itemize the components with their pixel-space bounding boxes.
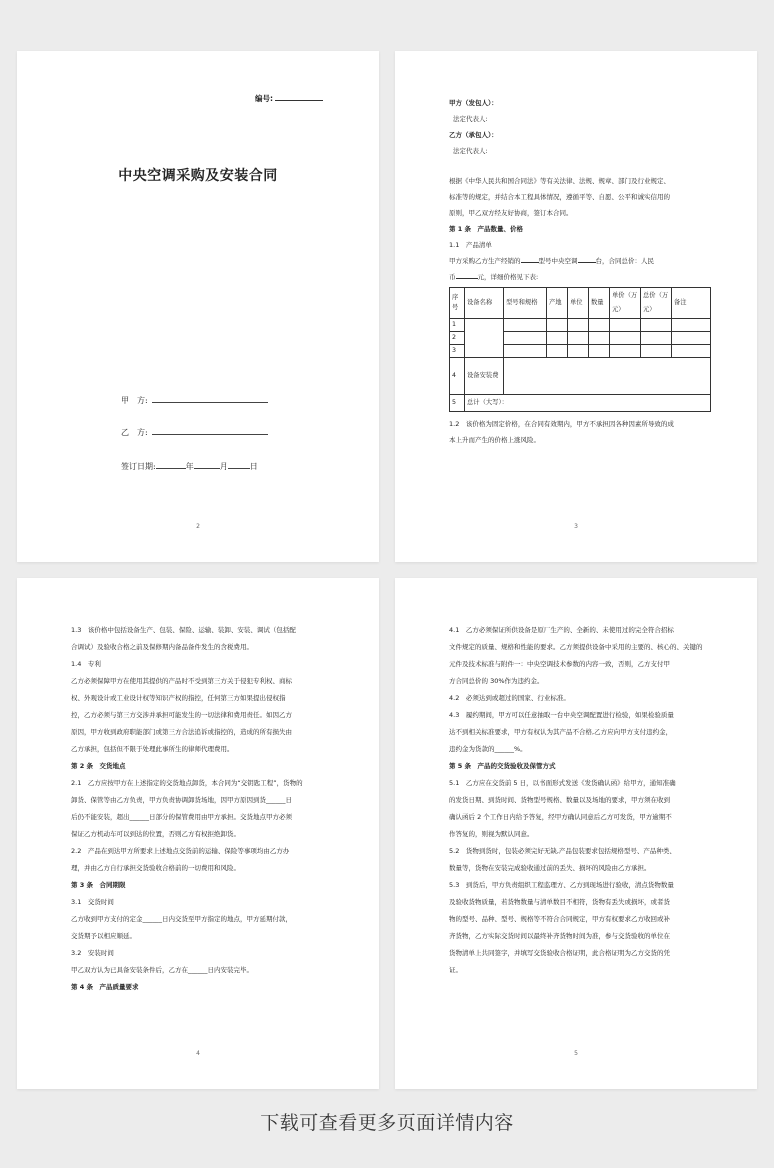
body-line: 权、外观设计或工业设计权等知识产权的指控，任何第三方如果提出侵权指 bbox=[71, 694, 286, 702]
party-b-blank bbox=[152, 427, 268, 435]
product-list-line bbox=[449, 253, 711, 269]
table-header: 单位 bbox=[568, 288, 589, 319]
day-label: 日 bbox=[249, 462, 258, 471]
body-line: 的发货日期、到货时间、货物型号规格、数量以及场地的要求，甲方须在收到 bbox=[449, 796, 670, 804]
section-1-2: 1.2 该价格为固定价格，在合同有效期内，甲方不承担因各种因素所导致的成 bbox=[449, 420, 674, 428]
body-line: 齐货物，乙方实际交货时间以最终补齐货物时间为准，参与交货验收的单位在 bbox=[449, 932, 670, 940]
body-line: 控，乙方必须与第三方交涉并承担可能发生的一切法律和费用责任。如因乙方 bbox=[71, 711, 292, 719]
blank bbox=[521, 256, 539, 263]
body-line: 原因，甲方收到政府职能部门或第三方合法追诉或指控的，造成的所有损失由 bbox=[71, 728, 292, 736]
table-cell: 设备安装费 bbox=[465, 358, 504, 395]
body-line: 后仍不能安装，超出______日部分的保管费用由甲方承担。交货地点甲方必须 bbox=[71, 813, 292, 821]
table-header: 总价（万元） bbox=[641, 288, 672, 319]
intro-line: 根据《中华人民共和国合同法》等有关法律、法规、规章、部门及行业规定、 bbox=[449, 177, 670, 185]
page-number: 3 bbox=[574, 523, 578, 530]
page-3-body bbox=[449, 95, 711, 448]
year-blank bbox=[156, 461, 186, 469]
table-header-row bbox=[450, 288, 711, 319]
party-b-label: 乙 方: bbox=[121, 428, 148, 437]
table-header: 产地 bbox=[547, 288, 568, 319]
table-cell bbox=[504, 358, 711, 395]
table-cell bbox=[547, 319, 568, 332]
page-number: 2 bbox=[196, 523, 200, 530]
text: 型号中央空调 bbox=[538, 257, 578, 265]
table-header: 备注 bbox=[672, 288, 711, 319]
text: 币 bbox=[449, 273, 456, 281]
article-heading: 第 5 条 产品的交货验收及保管方式 bbox=[449, 762, 556, 770]
table-header: 序号 bbox=[450, 288, 465, 319]
table-cell bbox=[568, 345, 589, 358]
body-line: 4.1 乙方必须保证所供设备是原厂生产的、全新的、未使用过的完全符合招标 bbox=[449, 626, 674, 634]
party-b-heading: 乙方（承包人）： bbox=[449, 131, 498, 139]
body-line: 1.4 专利 bbox=[71, 660, 101, 668]
year-label: 年 bbox=[185, 462, 194, 471]
body-line: 方合同总价的 30%作为违约金。 bbox=[449, 677, 544, 685]
body-line: 乙方必须保障甲方在使用其提供的产品时不受到第三方关于侵犯专利权、商标 bbox=[71, 677, 292, 685]
table-cell bbox=[589, 319, 610, 332]
body-line: 作答复的，则视为默认同意。 bbox=[449, 830, 534, 838]
section-1-1: 1.1 产品清单 bbox=[449, 241, 492, 249]
table-cell bbox=[589, 345, 610, 358]
month-label: 月 bbox=[219, 462, 228, 471]
section-1-2: 本上升而产生的价格上涨风险。 bbox=[449, 436, 540, 444]
table-cell: 1 bbox=[450, 319, 465, 332]
body-line: 5.1 乙方应在交货前 5 日，以书面形式发送《发货确认函》给甲方，通知准确 bbox=[449, 779, 676, 787]
body-line: 文件规定的质量、规格和性能的要求。乙方须提供设备中采用的主要的、核心的、关键的 bbox=[449, 643, 703, 651]
text: 台，合同总价：人民 bbox=[595, 257, 654, 265]
table-cell bbox=[465, 319, 504, 358]
table-cell bbox=[504, 332, 547, 345]
table-cell: 5 bbox=[450, 395, 465, 412]
text: 甲方采购乙方生产经销的 bbox=[449, 257, 521, 265]
body-line: 2.2 产品在到达甲方所要求上述地点交货前的运输、保险等事项均由乙方办 bbox=[71, 847, 290, 855]
body-line: 5.3 到货后，甲方负责组织工程监理方、乙方到现场进行验收，清点货物数量 bbox=[449, 881, 674, 889]
body-line: 4.2 必须达到或超过的国家、行业标准。 bbox=[449, 694, 570, 702]
contract-title: 中央空调采购及安装合同 bbox=[118, 168, 278, 184]
blank bbox=[578, 256, 596, 263]
table-cell bbox=[504, 345, 547, 358]
contract-page-4 bbox=[17, 578, 379, 1089]
body-line: 确认函后 2 个工作日内给予答复，经甲方确认同意后乙方可发货，甲方逾期不 bbox=[449, 813, 672, 821]
body-line: 3.1 交货时间 bbox=[71, 898, 114, 906]
contract-page-3 bbox=[395, 51, 757, 562]
body-line: 理，并由乙方自行承担交货验收合格前的一切费用和风险。 bbox=[71, 864, 240, 872]
table-cell bbox=[672, 319, 711, 332]
contract-page-5 bbox=[395, 578, 757, 1089]
body-line: 数量等，货物在安装完成验收通过前的丢失、损坏的风险由乙方承担。 bbox=[449, 864, 651, 872]
party-b-signature bbox=[121, 427, 268, 438]
table-row bbox=[450, 319, 711, 332]
body-line: 合调试）及验收合格之前及保修期内备品备件发生的含税费用。 bbox=[71, 643, 253, 651]
table-header: 设备名称 bbox=[465, 288, 504, 319]
body-line: 物的型号、品种、型号、规格等不符合合同规定，甲方有权要求乙方收回或补 bbox=[449, 915, 670, 923]
contract-number-label: 编号: bbox=[255, 94, 273, 103]
page-number: 5 bbox=[574, 1050, 578, 1057]
body-line: 甲乙双方认为已具备安装条件后，乙方在______日内安装完毕。 bbox=[71, 966, 253, 974]
table-cell bbox=[504, 319, 547, 332]
contract-cover-page bbox=[17, 51, 379, 562]
page-4-body bbox=[71, 622, 333, 996]
spacer bbox=[449, 159, 711, 173]
text: 元，详细价格见下表: bbox=[477, 273, 539, 281]
month-blank bbox=[194, 461, 220, 469]
table-header: 型号和规格 bbox=[504, 288, 547, 319]
day-blank bbox=[228, 461, 250, 469]
body-line: 交货期予以相应顺延。 bbox=[71, 932, 136, 940]
table-cell bbox=[610, 319, 641, 332]
table-cell: 总计（大写）： bbox=[465, 395, 711, 412]
article-1-heading: 第 1 条 产品数量、价格 bbox=[449, 225, 524, 233]
intro-line: 标准等的规定，并结合本工程具体情况，遵循平等、自愿、公平和诚实信用的 bbox=[449, 193, 670, 201]
table-cell bbox=[641, 319, 672, 332]
page-5-body bbox=[449, 622, 711, 979]
legal-rep-a: 法定代表人: bbox=[453, 115, 488, 123]
table-cell bbox=[589, 332, 610, 345]
body-line: 元件及技术标准与附件一：中央空调技术参数的内容一致，否则，乙方支付甲 bbox=[449, 660, 670, 668]
body-line: 及验收货物质量，若货物数量与清单数目不相符，货物有丢失或损坏，或者货 bbox=[449, 898, 670, 906]
table-cell bbox=[641, 332, 672, 345]
table-cell bbox=[568, 319, 589, 332]
contract-number-blank bbox=[275, 94, 323, 101]
contract-number bbox=[255, 93, 323, 104]
table-cell bbox=[672, 345, 711, 358]
body-line: 4.3 履约期间，甲方可以任意抽取一台中央空调配置进行检验，如果检验质量 bbox=[449, 711, 674, 719]
party-a-blank bbox=[152, 395, 268, 403]
table-header: 数量 bbox=[589, 288, 610, 319]
table-cell: 2 bbox=[450, 332, 465, 345]
body-line: 乙方承担，包括但不限于处理此事所生的律师代理费用。 bbox=[71, 745, 234, 753]
body-line: 3.2 安装时间 bbox=[71, 949, 114, 957]
body-line: 5.2 货物到货时，包装必须完好无缺,产品包装要求包括规格型号、产品种类、 bbox=[449, 847, 676, 855]
body-line: 乙方收到甲方支付的定金______日内交货至甲方指定的地点，甲方延期付款， bbox=[71, 915, 292, 923]
table-cell bbox=[641, 345, 672, 358]
blank bbox=[456, 272, 478, 279]
product-table bbox=[449, 287, 711, 412]
body-line: 卸货、保管等由乙方负责，甲方负责协调卸货场地，因甲方原因到货______日 bbox=[71, 796, 292, 804]
body-line: 保证乙方机动车可以到达的位置，否则乙方有权拒绝卸货。 bbox=[71, 830, 240, 838]
article-heading: 第 3 条 合同期限 bbox=[71, 881, 126, 889]
body-line: 达不到相关标准要求，甲方有权认为其产品不合格,乙方应向甲方支付违约金， bbox=[449, 728, 673, 736]
page-number: 4 bbox=[196, 1050, 200, 1057]
table-cell bbox=[672, 332, 711, 345]
table-cell bbox=[610, 332, 641, 345]
party-a-label: 甲 方: bbox=[121, 396, 148, 405]
table-cell bbox=[568, 332, 589, 345]
body-line: 货物清单上共同签字，并填写交货验收合格证明，此合格证明为乙方交货的凭 bbox=[449, 949, 670, 957]
body-line: 1.3 该价格中包括设备生产、包装、保险、运输、装卸、安装、调试（包括配 bbox=[71, 626, 296, 634]
table-cell: 4 bbox=[450, 358, 465, 395]
product-list-line bbox=[449, 269, 711, 285]
sign-date-label: 签订日期: bbox=[121, 462, 156, 471]
body-line: 2.1 乙方应按甲方在上述指定的交货地点卸货，本合同为“交钥匙工程”，货物的 bbox=[71, 779, 303, 787]
table-row bbox=[450, 395, 711, 412]
download-more-caption[interactable]: 下载可查看更多页面详情内容 bbox=[260, 1112, 514, 1134]
table-cell: 3 bbox=[450, 345, 465, 358]
table-row bbox=[450, 358, 711, 395]
party-a-signature bbox=[121, 395, 268, 406]
table-cell bbox=[610, 345, 641, 358]
article-heading: 第 2 条 交货地点 bbox=[71, 762, 126, 770]
party-a-heading: 甲方（发包人）： bbox=[449, 99, 498, 107]
intro-line: 原则，甲乙双方经友好协商，签订本合同。 bbox=[449, 209, 573, 217]
legal-rep-b: 法定代表人: bbox=[453, 147, 488, 155]
table-cell bbox=[547, 345, 568, 358]
article-heading: 第 4 条 产品质量要求 bbox=[71, 983, 139, 991]
table-header: 单价（万元） bbox=[610, 288, 641, 319]
body-line: 证。 bbox=[449, 966, 462, 974]
table-cell bbox=[547, 332, 568, 345]
body-line: 违约金为货款的______%。 bbox=[449, 745, 527, 753]
sign-date bbox=[121, 461, 258, 472]
